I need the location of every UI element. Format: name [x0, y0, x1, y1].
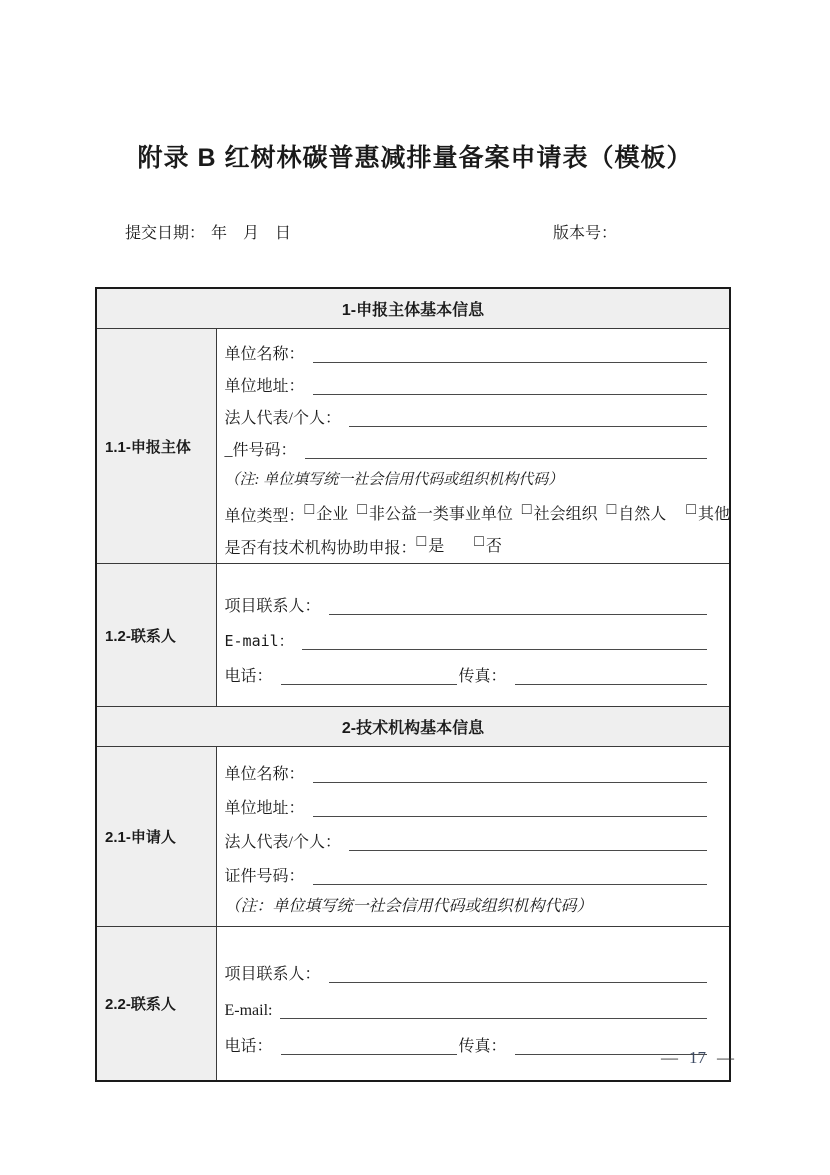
field-unit-type — [224, 494, 730, 526]
checkbox-label: 社会组织 — [533, 506, 598, 523]
version-label: 版本号： — [552, 225, 617, 242]
document-title: 附录 B 红树林碳普惠减排量备案申请表（模板） — [137, 144, 693, 172]
contact-info-cell — [216, 927, 730, 1082]
checkbox-label: 企业 — [316, 506, 349, 523]
checkbox-icon[interactable]: □ — [686, 501, 696, 518]
checkbox-icon[interactable]: □ — [304, 501, 315, 518]
dash-icon: — — [717, 1048, 734, 1067]
checkbox-icon[interactable]: □ — [474, 533, 484, 550]
row-label-2-2: 2.2-联系人 — [96, 927, 216, 1082]
blank-line[interactable] — [349, 426, 707, 427]
fax-label: 传真： — [458, 1037, 507, 1055]
field-technical-assist — [225, 526, 708, 558]
note-text: （注: 单位填写统一社会信用代码或组织机构代码） — [224, 471, 564, 488]
submit-date-label: 提交日期： — [125, 225, 206, 242]
field-unit-name — [225, 752, 708, 786]
field-label: 单位名称： — [224, 765, 305, 783]
page-number-value: 17 — [689, 1048, 706, 1067]
row-label-2-1: 2.1-申请人 — [96, 747, 216, 927]
note-text: （注：单位填写统一社会信用代码或组织机构代码） — [224, 898, 593, 915]
applicant-info-cell — [216, 747, 730, 927]
blank-line[interactable] — [329, 982, 707, 983]
field-phone-fax — [225, 653, 708, 688]
field-label: 项目联系人： — [224, 965, 321, 983]
checkbox-label: 其他 — [697, 506, 730, 523]
blank-line[interactable] — [281, 1054, 457, 1055]
checkbox-option[interactable] — [522, 501, 598, 526]
field-phone-fax — [225, 1022, 708, 1058]
row-label-1-2: 1.2-联系人 — [96, 564, 216, 707]
page-number — [661, 1048, 734, 1068]
field-project-contact — [225, 583, 708, 618]
checkbox-option[interactable] — [357, 501, 513, 526]
field-project-contact — [225, 950, 708, 986]
field-label: 法人代表/个人： — [224, 833, 341, 851]
checkbox-label: 非公益一类事业单位 — [368, 506, 513, 523]
blank-line[interactable] — [281, 684, 457, 685]
field-unit-name — [225, 334, 708, 366]
contact-info-cell — [216, 564, 730, 707]
blank-line[interactable] — [313, 782, 707, 783]
checkbox-option[interactable] — [305, 501, 349, 526]
blank-line[interactable] — [302, 649, 707, 650]
blank-line[interactable] — [305, 458, 707, 459]
section-2-header: 2-技术机构基本信息 — [96, 707, 730, 747]
field-label: 单位地址： — [224, 799, 305, 817]
field-label: 是否有技术机构协助申报： — [224, 540, 417, 557]
checkbox-icon[interactable]: □ — [416, 533, 427, 550]
blank-line[interactable] — [349, 850, 707, 851]
meta-row — [125, 220, 617, 243]
field-label: _件号码： — [224, 442, 297, 459]
field-label: 电话： — [224, 667, 273, 685]
field-id-number — [225, 854, 708, 888]
field-label: 电话： — [224, 1037, 273, 1055]
blank-line[interactable] — [313, 884, 707, 885]
blank-line[interactable] — [313, 394, 707, 395]
field-label: E-mail: — [224, 1001, 273, 1019]
checkbox-label: 是 — [428, 538, 445, 555]
field-email — [225, 618, 708, 653]
checkbox-icon[interactable]: □ — [357, 501, 367, 518]
submit-date-value: 年 月 日 — [211, 225, 292, 242]
fax-label: 传真： — [458, 667, 507, 685]
field-label: 项目联系人： — [224, 597, 321, 615]
application-form-table — [95, 287, 731, 1082]
field-email — [225, 986, 708, 1022]
field-label: 单位名称： — [224, 346, 305, 363]
blank-line[interactable] — [515, 684, 707, 685]
row-label-1-1: 1.1-申报主体 — [96, 329, 216, 564]
blank-line[interactable] — [313, 362, 707, 363]
field-label: 单位地址： — [224, 378, 305, 395]
checkbox-option[interactable] — [686, 501, 730, 526]
checkbox-label: 自然人 — [618, 506, 667, 523]
field-legal-representative — [225, 820, 708, 854]
field-label: 法人代表/个人： — [224, 410, 341, 427]
section-1-header: 1-申报主体基本信息 — [96, 288, 730, 329]
field-legal-representative — [225, 398, 708, 430]
checkbox-label: 否 — [485, 538, 502, 555]
blank-line[interactable] — [329, 614, 707, 615]
field-unit-address — [225, 786, 708, 820]
field-label: 证件号码： — [224, 867, 305, 885]
checkbox-option[interactable] — [417, 533, 445, 558]
checkbox-option[interactable] — [474, 533, 502, 558]
applicant-info-cell — [216, 329, 730, 564]
checkbox-icon[interactable]: □ — [606, 501, 617, 518]
checkbox-icon[interactable]: □ — [521, 501, 532, 518]
checkbox-option[interactable] — [607, 501, 667, 526]
dash-icon: — — [661, 1048, 678, 1067]
blank-line[interactable] — [313, 816, 707, 817]
field-label: E-mail： — [224, 631, 294, 650]
field-unit-address — [225, 366, 708, 398]
field-label: 单位类型： — [224, 508, 305, 525]
field-id-number — [225, 430, 708, 462]
blank-line[interactable] — [280, 1018, 707, 1019]
